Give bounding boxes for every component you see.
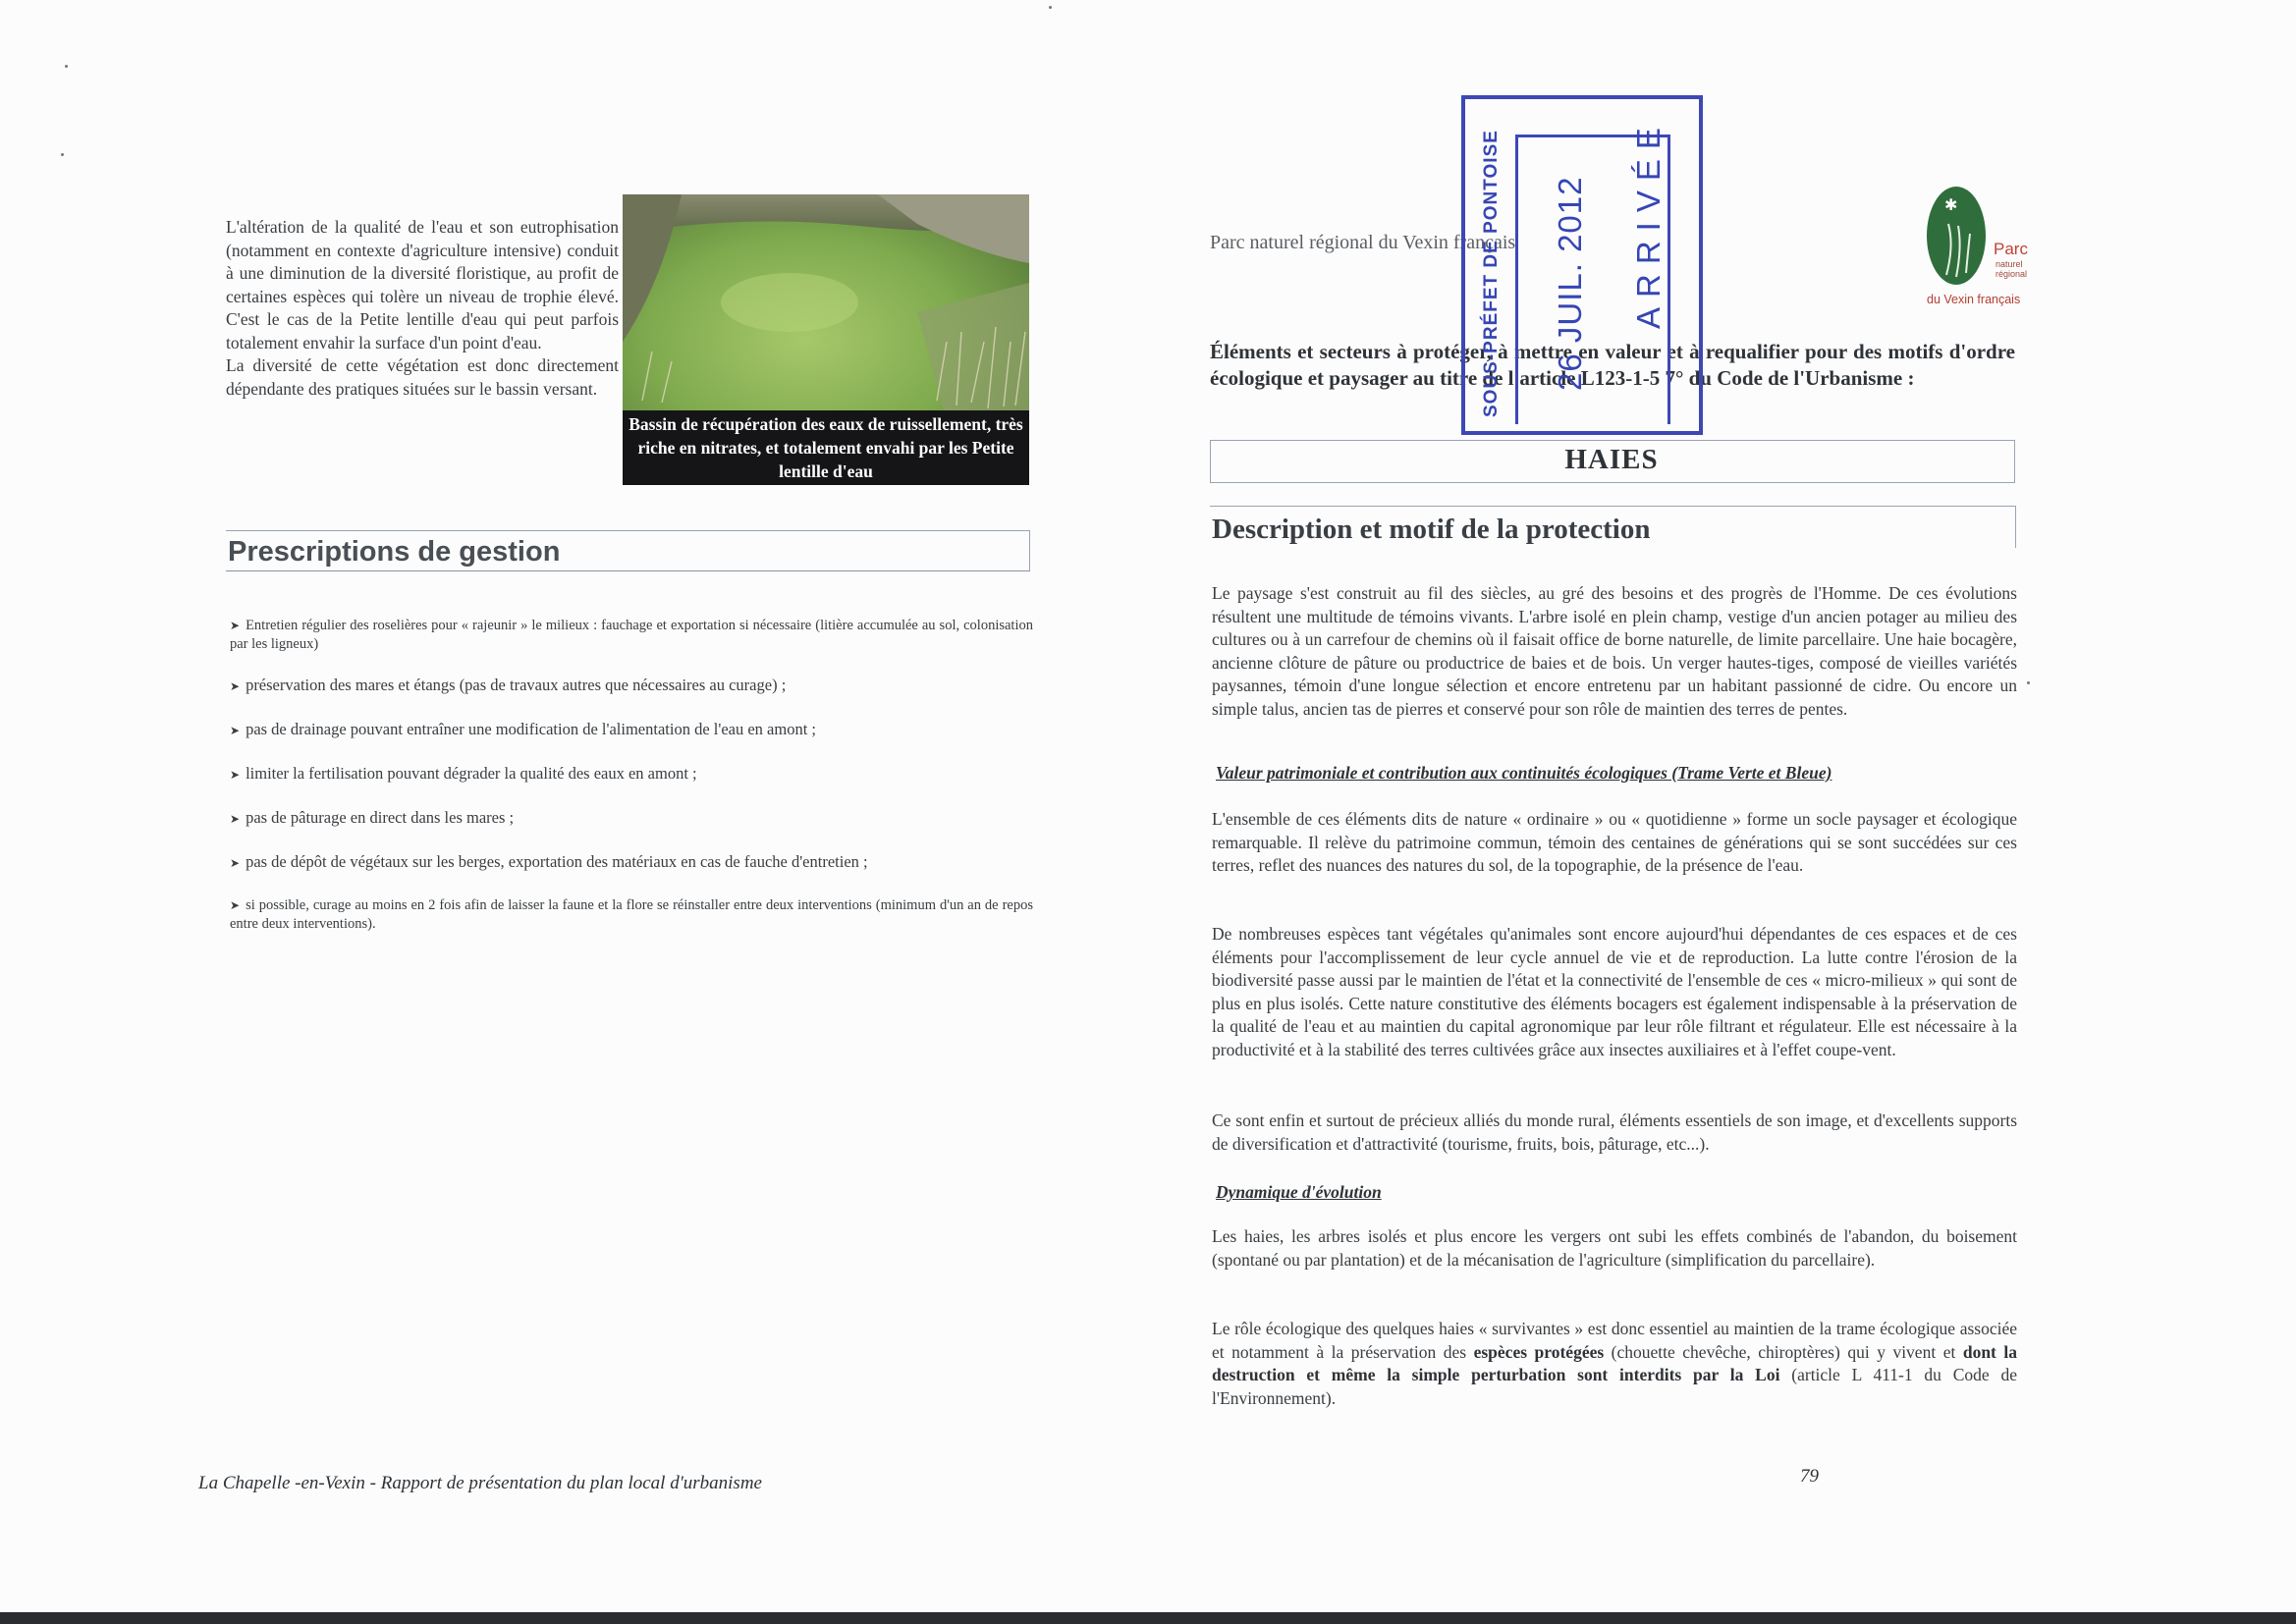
main-heading: Éléments et secteurs à protéger, à mettre en valeur et à requalifier pour des motifs d'ordre écologique et paysager au titre de l'article L123-1-5 7° du Code de l'Urbanisme : <box>1210 340 2015 390</box>
arrow-bullet-icon: ➤ <box>230 812 241 826</box>
description-heading: Description et motif de la protection <box>1212 514 1651 545</box>
arrow-bullet-icon: ➤ <box>230 679 241 693</box>
stamp-date: 26 JUIL. 2012 <box>1552 176 1588 391</box>
intro-paragraph-2: La diversité de cette végétation est donc directement dépendante des pratiques situées sur le bassin versant. <box>226 355 619 399</box>
logo-name: du Vexin français <box>1927 293 2021 306</box>
body-paragraph: Les haies, les arbres isolés et plus encore les vergers ont subi les effets combinés de l'abandon, du boisement (spontané ou par plantation) et de la mécanisation de l'agriculture (simplification du parcellaire). <box>1212 1226 2017 1270</box>
footer-document-title: La Chapelle -en-Vexin - Rapport de présentation du plan local d'urbanisme <box>198 1473 762 1493</box>
stamp-authority: SOUS-PRÉFET DE PONTOISE <box>1481 130 1502 417</box>
park-logo-mark <box>1927 187 1986 285</box>
body-paragraph-protected-species: Le rôle écologique des quelques haies « survivantes » est donc essentiel au maintien de la trame écologique associée et notamment à la préservation des espèces protégées (chouette chevêche, chiroptères) qui y vivent et dont la destruction et même la simple perturbation sont interdits par la Loi (article L 411-1 du Code de l'Environnement). <box>1212 1319 2018 1408</box>
protected-species-term: espèces protégées <box>1473 1341 1605 1362</box>
list-item: ➤ Entretien régulier des roselières pour « rajeunir » le milieux : fauchage et exportation si nécessaire (litière accumulée au sol, colonisation par les ligneux) <box>230 618 1033 652</box>
body-paragraph: L'ensemble de ces éléments dits de nature « ordinaire » ou « quotidienne » forme un socle paysager et écologique remarquable. Il relève du patrimoine commun, témoin des centaines de générations qui se sont succédées sur ces terres, reflet des nuances des natures du sol, de la topographie, de la présence de l'eau. <box>1212 809 2017 875</box>
scan-speck <box>61 153 64 156</box>
arrow-bullet-icon: ➤ <box>230 856 241 870</box>
list-item: ➤ pas de dépôt de végétaux sur les berges, exportation des matériaux en cas de fauche d'entretien ; <box>230 852 868 871</box>
body-paragraph: Ce sont enfin et surtout de précieux alliés du monde rural, éléments essentiels de son image, et d'excellents supports de diversification et d'attractivité (tourisme, fruits, bois, pâturage, etc...). <box>1212 1110 2017 1154</box>
body-paragraph: De nombreuses espèces tant végétales qu'animales sont encore aujourd'hui dépendantes de ces espaces et de ces éléments pour l'accomplissement de leur cycle annuel de vie et de reproduction. La lutte contre l'érosion de la biodiversité passe aussi par le maintien de l'état et la connectivité de l'ensemble de ces « micro-milieux » qui sont de plus en plus isolés. Cette nature constitutive des éléments bocagers est également indispensable à la préservation de la qualité de l'eau et au maintien du capital agronomique par leur rôle filtrant et régulateur. Elle est nécessaire à la productivité et à la stabilité des terres cultivées grâce aux insectes auxiliaires et à l'effet coupe-vent. <box>1212 924 2017 1059</box>
scan-speck <box>1049 6 1052 9</box>
scan-speck <box>2027 681 2030 684</box>
subheading-heritage-value: Valeur patrimoniale et contribution aux continuités écologiques (Trame Verte et Bleue) <box>1216 763 1832 783</box>
list-item: ➤ si possible, curage au moins en 2 fois afin de laisser la faune et la flore se réinstaller entre deux interventions (minimum d'un an de repos entre deux interventions). <box>230 897 1033 932</box>
svg-text:✱: ✱ <box>1944 195 1958 214</box>
intro-text-block <box>226 216 619 401</box>
arrow-bullet-icon: ➤ <box>230 619 241 632</box>
prescriptions-list <box>230 617 1033 955</box>
photo-caption: Bassin de récupération des eaux de ruissellement, très riche en nitrates, et totalement envahi par les Petite lentille d'eau <box>623 410 1029 485</box>
list-item: ➤ limiter la fertilisation pouvant dégrader la qualité des eaux en amont ; <box>230 764 697 783</box>
logo-parc-text: Parc <box>1994 240 2028 258</box>
page-number: 79 <box>1800 1466 1819 1487</box>
arrow-bullet-icon: ➤ <box>230 724 241 737</box>
list-item: ➤ pas de pâturage en direct dans les mares ; <box>230 808 515 827</box>
intro-paragraph: L'altération de la qualité de l'eau et son eutrophisation (notamment en contexte d'agriculture intensive) conduit à une diminution de la diversité floristique, au profit de certaines espèces qui tolère un niveau de trophie élevé. C'est le cas de la Petite lentille d'eau qui peut parfois totalement envahir la surface d'un point d'eau. <box>226 217 619 352</box>
scan-speck <box>65 65 68 68</box>
prescriptions-heading: Prescriptions de gestion <box>228 536 561 568</box>
scan-bottom-edge <box>0 1612 2296 1624</box>
legal-prohibition-text: dont la destruction et même la simple perturbation sont interdits par la Loi <box>1212 1341 2018 1384</box>
list-item: ➤ préservation des mares et étangs (pas de travaux autres que nécessaires au curage) ; <box>230 676 787 694</box>
organization-header: Parc naturel régional du Vexin français <box>1210 232 1516 253</box>
arrow-bullet-icon: ➤ <box>230 898 241 912</box>
subheading-evolution: Dynamique d'évolution <box>1216 1182 1382 1202</box>
stamp-status: ARRIVÉE <box>1630 118 1667 329</box>
list-item: ➤ pas de drainage pouvant entraîner une modification de l'alimentation de l'eau en amont ; <box>230 720 817 738</box>
arrow-bullet-icon: ➤ <box>230 768 241 782</box>
body-paragraph: Le paysage s'est construit au fil des siècles, au gré des besoins et des progrès de l'Homme. De ces évolutions résultent une multitude de témoins vivants. L'arbre isolé en plein champ, vestige d'un ancien potager au milieu des cultures ou à un carrefour de chemins où il faisait office de borne naturelle, de limite parcellaire. Une haie bocagère, ancienne clôture de pâture ou productrice de baies et de bois. Un verger hautes-tiges, composé de vieilles variétés paysannes, témoin d'une longue sélection et encore entretenu par un habitant passionné de cidre. Ou encore un simple talus, ancien tas de pierres et conservé pour son rôle de maintien des terres de pentes. <box>1212 583 2017 719</box>
park-logo-icon <box>1927 187 1986 285</box>
logo-subtitle: naturel régional <box>1995 259 2028 279</box>
section-title: HAIES <box>1564 444 1659 475</box>
